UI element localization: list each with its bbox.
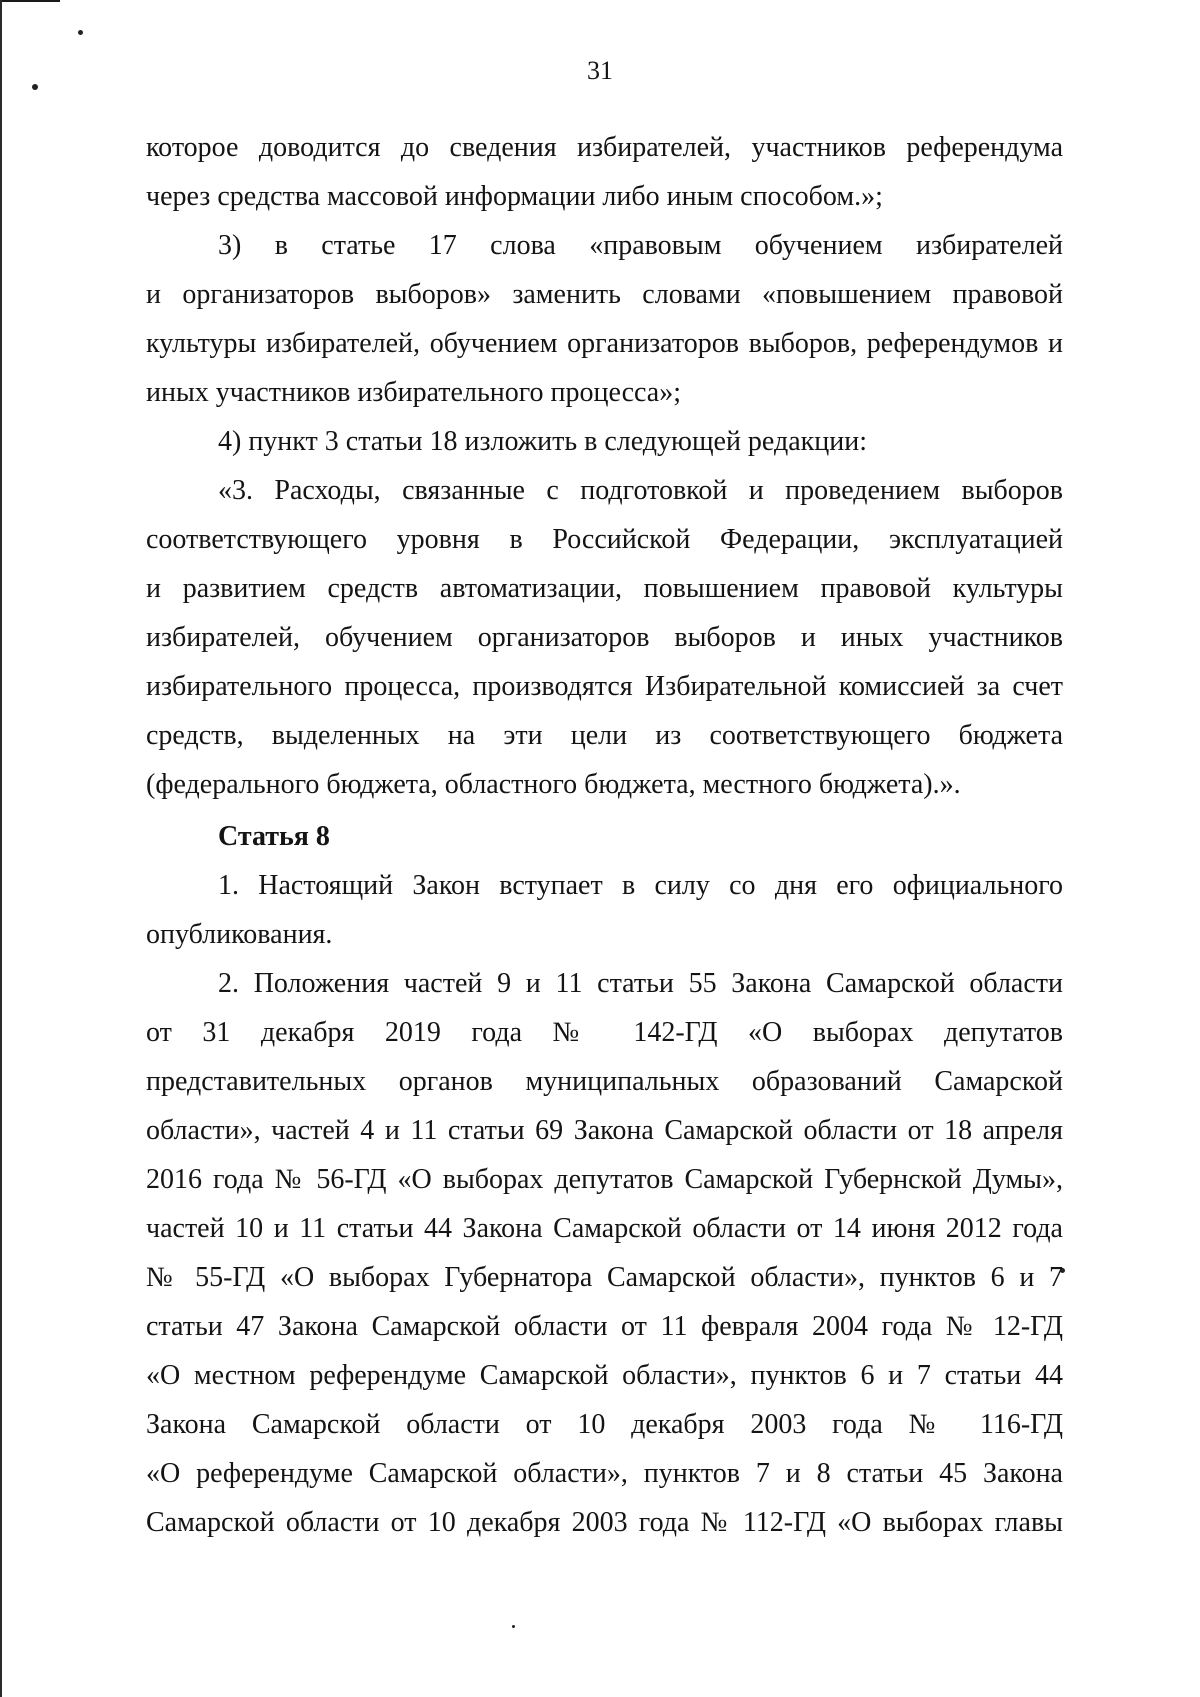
text-line: культуры избирателей, обучением организаторов выборов, референдумов и	[146, 328, 1063, 359]
text-line: Закона Самарской области от 10 декабря 2003 года № 116-ГД	[146, 1409, 1063, 1440]
text-line: 2016 года № 56-ГД «О выборах депутатов Самарской Губернской Думы»,	[146, 1164, 1063, 1195]
text-line: которое доводится до сведения избирателей, участников референдума	[146, 132, 1063, 163]
text-line: № 55-ГД «О выборах Губернатора Самарской области», пунктов 6 и 7	[146, 1262, 1063, 1293]
page-border-left	[0, 0, 2, 1697]
text-line: средств, выделенных на эти цели из соответствующего бюджета	[146, 720, 1063, 751]
scan-speck	[32, 84, 38, 90]
text-line: «3. Расходы, связанные с подготовкой и проведением выборов	[218, 475, 1063, 506]
text-line: области», частей 4 и 11 статьи 69 Закона Самарской области от 18 апреля	[146, 1115, 1063, 1146]
text-line: статьи 47 Закона Самарской области от 11 февраля 2004 года № 12-ГД	[146, 1311, 1063, 1342]
text-line: от 31 декабря 2019 года № 142-ГД «О выборах депутатов	[146, 1017, 1063, 1048]
text-line: Самарской области от 10 декабря 2003 года № 112-ГД «О выборах главы	[146, 1507, 1063, 1538]
page-border-top	[0, 0, 60, 2]
text-line: 3) в статье 17 слова «правовым обучением избирателей	[218, 230, 1063, 261]
scan-speck	[512, 1625, 515, 1628]
text-line: «О референдуме Самарской области», пунктов 7 и 8 статьи 45 Закона	[146, 1458, 1063, 1489]
page-number: 31	[587, 56, 613, 85]
text-line: представительных органов муниципальных образований Самарской	[146, 1066, 1063, 1097]
text-line: частей 10 и 11 статьи 44 Закона Самарской области от 14 июня 2012 года	[146, 1213, 1063, 1244]
text-line: и организаторов выборов» заменить словами «повышением правовой	[146, 279, 1063, 310]
text-line: избирателей, обучением организаторов выборов и иных участников	[146, 622, 1063, 653]
text-line: (федерального бюджета, областного бюджета, местного бюджета).».	[146, 769, 961, 800]
text-line: опубликования.	[146, 919, 333, 950]
text-line: 4) пункт 3 статьи 18 изложить в следующей редакции:	[218, 426, 868, 457]
text-line: 2. Положения частей 9 и 11 статьи 55 Закона Самарской области	[218, 968, 1063, 999]
scan-speck	[78, 30, 83, 35]
text-line: «О местном референдуме Самарской области», пунктов 6 и 7 статьи 44	[146, 1360, 1063, 1391]
text-line: 1. Настоящий Закон вступает в силу со дня его официального	[218, 870, 1063, 901]
text-line: избирательного процесса, производятся Избирательной комиссией за счет	[146, 671, 1063, 702]
text-line: соответствующего уровня в Российской Федерации, эксплуатацией	[146, 524, 1063, 555]
text-line: через средства массовой информации либо иным способом.»;	[146, 181, 883, 212]
text-line: и развитием средств автоматизации, повышением правовой культуры	[146, 573, 1063, 604]
text-line: иных участников избирательного процесса»;	[146, 377, 681, 408]
article-heading: Статья 8	[218, 821, 330, 852]
